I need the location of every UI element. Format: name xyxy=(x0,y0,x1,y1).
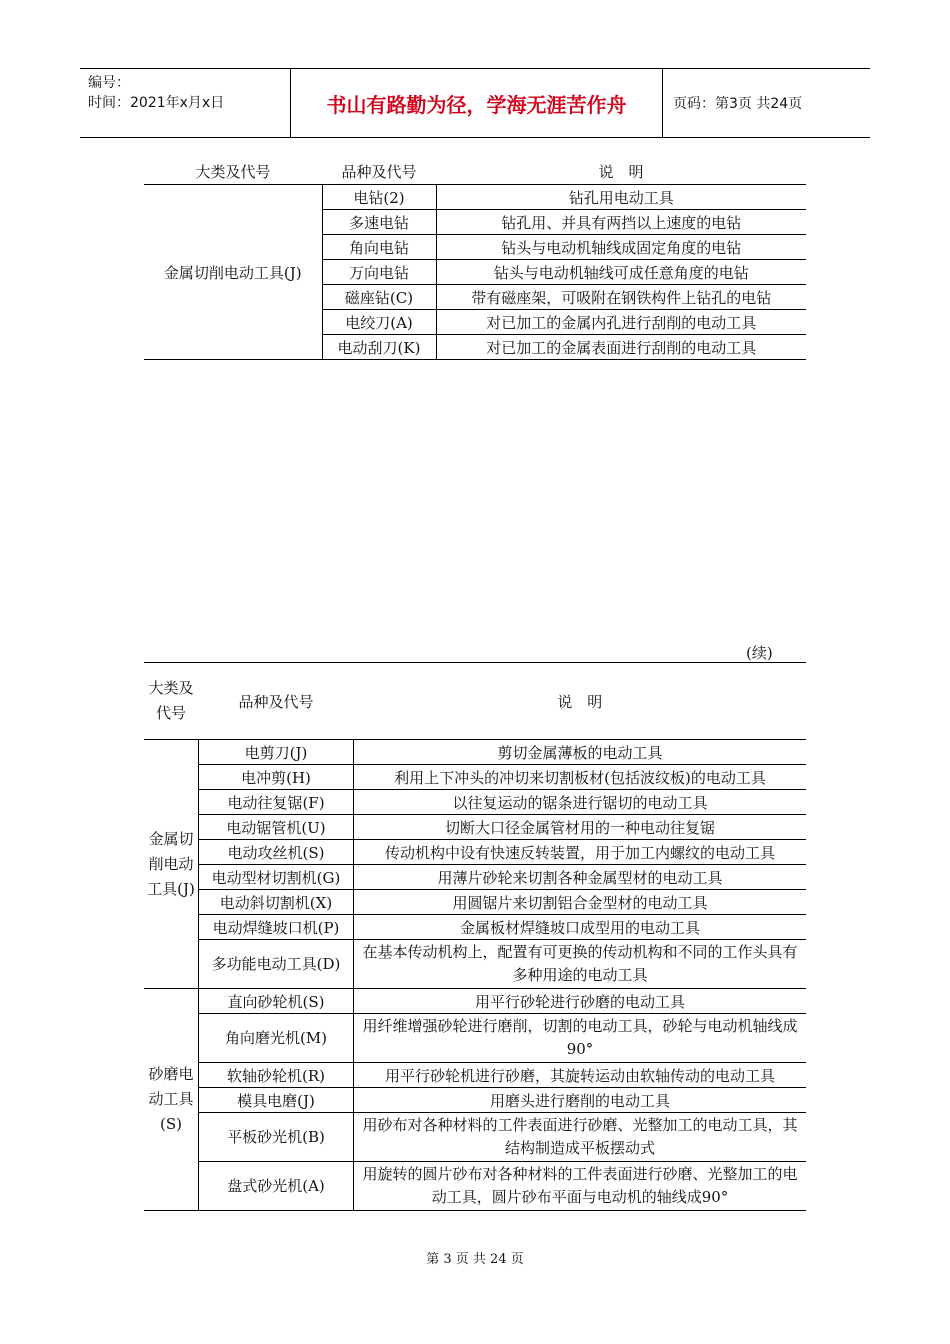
variety-cell: 电动刮刀(K) xyxy=(322,335,436,360)
table-row xyxy=(144,1162,806,1211)
variety-cell: 平板砂光机(B) xyxy=(199,1113,354,1162)
description-cell: 用平行砂轮机进行砂磨，其旋转运动由软轴传动的电动工具 xyxy=(354,1063,807,1088)
table-row xyxy=(144,890,806,915)
header-variety: 品种及代号 xyxy=(341,162,417,181)
table-row xyxy=(144,840,806,865)
page-header xyxy=(80,68,870,138)
description-cell: 带有磁座架，可吸附在钢铁构件上钻孔的电钻 xyxy=(436,285,806,310)
variety-cell: 多速电钻 xyxy=(322,210,436,235)
variety-cell: 电动型材切割机(G) xyxy=(199,865,354,890)
table-row xyxy=(144,765,806,790)
variety-cell: 软轴砂轮机(R) xyxy=(199,1063,354,1088)
table-row xyxy=(144,1063,806,1088)
variety-cell: 电冲剪(H) xyxy=(199,765,354,790)
description-cell: 利用上下冲头的冲切来切割板材(包括波纹板)的电动工具 xyxy=(354,765,807,790)
tool-table-1 xyxy=(144,158,806,360)
number-label: 编号： xyxy=(88,75,130,91)
variety-cell: 电动焊缝坡口机(P) xyxy=(199,915,354,940)
description-cell: 金属板材焊缝坡口成型用的电动工具 xyxy=(354,915,807,940)
variety-cell: 万向电钻 xyxy=(322,260,436,285)
description-cell: 用砂布对各种材料的工件表面进行砂磨、光整加工的电动工具，其结构制造成平板摆动式 xyxy=(354,1113,807,1162)
table-row xyxy=(144,1014,806,1063)
table-row xyxy=(144,790,806,815)
page-footer: 第 3 页 共 24 页 xyxy=(426,1252,524,1267)
description-cell: 用圆锯片来切割铝合金型材的电动工具 xyxy=(354,890,807,915)
variety-cell: 多功能电动工具(D) xyxy=(199,940,354,989)
description-cell: 钻孔用、并具有两挡以上速度的电钻 xyxy=(436,210,806,235)
description-cell: 钻头与电动机轴线可成任意角度的电钻 xyxy=(436,260,806,285)
header-description: 说 明 xyxy=(354,663,807,740)
variety-cell: 模具电磨(J) xyxy=(199,1088,354,1113)
header-category-text: 大类及代号 xyxy=(148,679,194,722)
header-category xyxy=(144,663,199,740)
variety-cell: 电钻(2) xyxy=(322,185,436,210)
header-page-info: 页码：第3页 共24页 xyxy=(673,96,803,112)
header-description: 说 明 xyxy=(598,162,644,181)
table-header-row xyxy=(144,158,806,185)
variety-cell: 电剪刀(J) xyxy=(199,740,354,765)
description-cell: 钻头与电动机轴线成固定角度的电钻 xyxy=(436,235,806,260)
category-cell: 金属切削电动工具(J) xyxy=(163,263,302,282)
tool-table-2 xyxy=(144,662,806,1211)
description-cell: 钻孔用电动工具 xyxy=(436,185,806,210)
table-header-row xyxy=(144,663,806,740)
category-cell xyxy=(144,989,199,1211)
description-cell: 以往复运动的锯条进行锯切的电动工具 xyxy=(354,790,807,815)
variety-cell: 磁座钻(C) xyxy=(322,285,436,310)
table-row xyxy=(144,915,806,940)
category-text: 砂磨电动工具(S) xyxy=(148,1065,194,1133)
variety-cell: 直向砂轮机(S) xyxy=(199,989,354,1014)
variety-cell: 电绞刀(A) xyxy=(322,310,436,335)
header-category: 大类及代号 xyxy=(195,162,271,181)
table-row xyxy=(144,940,806,989)
table-row xyxy=(144,865,806,890)
description-cell: 用纤维增强砂轮进行磨削，切割的电动工具，砂轮与电动机轴线成90° xyxy=(354,1014,807,1063)
description-cell: 用旋转的圆片砂布对各种材料的工件表面进行砂磨、光整加工的电动工具，圆片砂布平面与电动机的轴线成90° xyxy=(354,1162,807,1211)
table-row xyxy=(144,740,806,765)
description-cell: 对已加工的金属内孔进行刮削的电动工具 xyxy=(436,310,806,335)
variety-cell: 角向磨光机(M) xyxy=(199,1014,354,1063)
description-cell: 传动机构中设有快速反转装置，用于加工内螺纹的电动工具 xyxy=(354,840,807,865)
time-label: 时间：2021年x月x日 xyxy=(88,95,225,111)
description-cell: 剪切金属薄板的电动工具 xyxy=(354,740,807,765)
variety-cell: 角向电钻 xyxy=(322,235,436,260)
variety-cell: 电动往复锯(F) xyxy=(199,790,354,815)
table-row xyxy=(144,989,806,1014)
continued-label: (续) xyxy=(746,644,773,662)
table-row xyxy=(144,1088,806,1113)
description-cell: 在基本传动机构上，配置有可更换的传动机构和不同的工作头具有多种用途的电动工具 xyxy=(354,940,807,989)
table-row xyxy=(144,185,806,210)
header-motto: 书山有路勤为径，学海无涯苦作舟 xyxy=(291,69,663,137)
description-cell: 用磨头进行磨削的电动工具 xyxy=(354,1088,807,1113)
description-cell: 用薄片砂轮来切割各种金属型材的电动工具 xyxy=(354,865,807,890)
category-cell xyxy=(144,740,199,989)
description-cell: 对已加工的金属表面进行刮削的电动工具 xyxy=(436,335,806,360)
variety-cell: 电动攻丝机(S) xyxy=(199,840,354,865)
table-row xyxy=(144,815,806,840)
variety-cell: 电动斜切割机(X) xyxy=(199,890,354,915)
description-cell: 切断大口径金属管材用的一种电动往复锯 xyxy=(354,815,807,840)
category-text: 金属切削电动工具(J) xyxy=(147,829,195,898)
description-cell: 用平行砂轮进行砂磨的电动工具 xyxy=(354,989,807,1014)
table-row xyxy=(144,1113,806,1162)
header-variety: 品种及代号 xyxy=(199,663,354,740)
variety-cell: 电动锯管机(U) xyxy=(199,815,354,840)
variety-cell: 盘式砂光机(A) xyxy=(199,1162,354,1211)
header-meta xyxy=(80,69,291,137)
